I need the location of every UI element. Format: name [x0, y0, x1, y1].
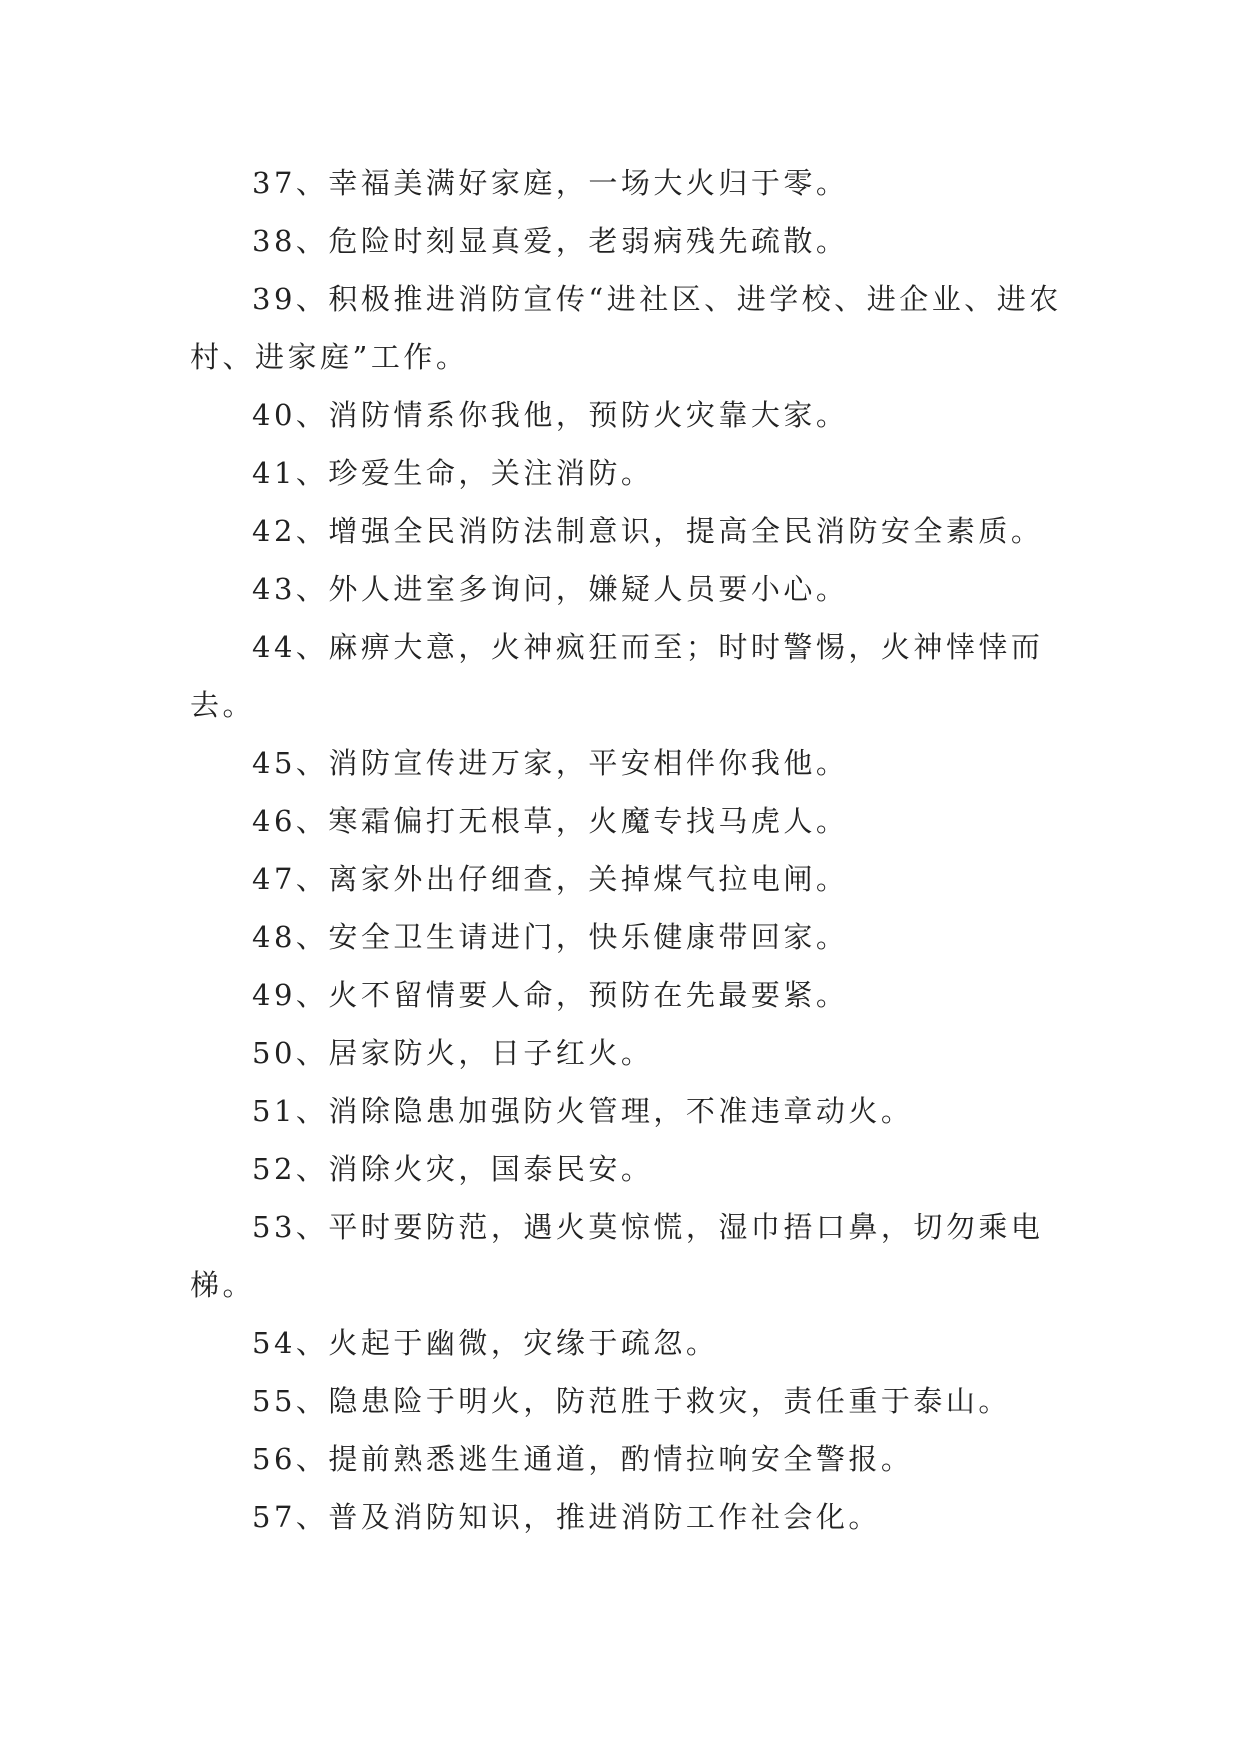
- list-item: 57、普及消防知识，推进消防工作社会化。: [252, 1500, 881, 1534]
- list-item: 53、平时要防范，遇火莫惊慌，湿巾捂口鼻，切勿乘电梯。: [190, 1210, 1044, 1302]
- list-item: 38、危险时刻显真爱，老弱病残先疏散。: [252, 224, 849, 258]
- list-item: 41、珍爱生命，关注消防。: [252, 456, 654, 490]
- list-item: 43、外人进室多询问，嫌疑人员要小心。: [252, 572, 849, 606]
- list-item: 44、麻痹大意，火神疯狂而至；时时警惕，火神悻悻而去。: [190, 630, 1044, 722]
- list-item: 49、火不留情要人命，预防在先最要紧。: [252, 978, 849, 1012]
- list-item: 39、积极推进消防宣传“进社区、进学校、进企业、进农村、进家庭”工作。: [190, 282, 1062, 374]
- slogan-list: [190, 154, 1070, 1546]
- list-item: 52、消除火灾，国泰民安。: [252, 1152, 654, 1186]
- list-item: 56、提前熟悉逃生通道，酌情拉响安全警报。: [252, 1442, 914, 1476]
- list-item: 40、消防情系你我他，预防火灾靠大家。: [252, 398, 849, 432]
- list-item: 45、消防宣传进万家，平安相伴你我他。: [252, 746, 849, 780]
- list-item: 54、火起于幽微，灾缘于疏忽。: [252, 1326, 719, 1360]
- list-item: 37、幸福美满好家庭，一场大火归于零。: [252, 166, 849, 200]
- list-item: 50、居家防火，日子红火。: [252, 1036, 654, 1070]
- list-item: 46、寒霜偏打无根草，火魔专找马虎人。: [252, 804, 849, 838]
- list-item: 42、增强全民消防法制意识，提高全民消防安全素质。: [252, 514, 1044, 548]
- list-item: 48、安全卫生请进门，快乐健康带回家。: [252, 920, 849, 954]
- list-item: 55、隐患险于明火，防范胜于救灾，责任重于泰山。: [252, 1384, 1011, 1418]
- list-item: 47、离家外出仔细查，关掉煤气拉电闸。: [252, 862, 849, 896]
- list-item: 51、消除隐患加强防火管理，不准违章动火。: [252, 1094, 914, 1128]
